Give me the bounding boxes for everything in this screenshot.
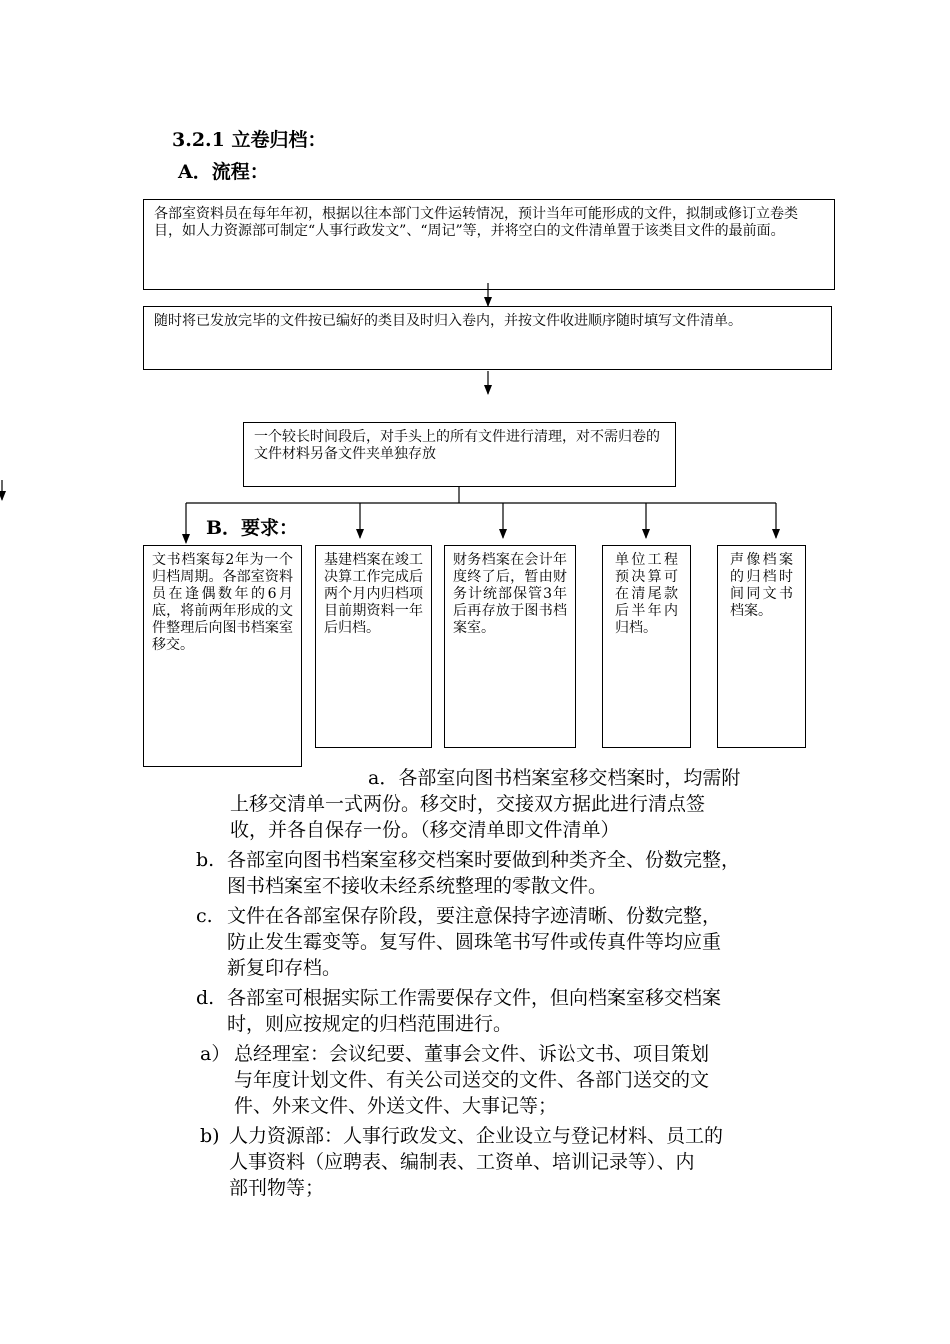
item-b-line1: 各部室向图书档案室移交档案时要做到种类齐全、份数完整， <box>227 849 741 871</box>
item-c-label: c. <box>196 905 213 927</box>
item-c-line3: 新复印存档。 <box>227 957 342 979</box>
item-a-line3: 收，并各自保存一份。（移交清单即文件清单） <box>230 819 620 841</box>
subitem-a-line1: 总经理室：会议纪要、董事会文件、诉讼文书、项目策划 <box>234 1043 710 1065</box>
requirement-audiovisual-archive: 声像档案的归档时间同文书档案。 <box>717 545 806 748</box>
requirement-document-archive: 文书档案每2年为一个归档周期。各部室资料员在逢偶数年的6月底，将前两年形成的文件整理后向图书档案室移交。 <box>143 545 302 767</box>
item-a-line1: a．各部室向图书档案室移交档案时，均需附 <box>368 767 741 789</box>
subitem-b-line3: 部刊物等； <box>229 1177 325 1199</box>
requirements-heading: B．要求： <box>206 517 299 539</box>
item-b-label: b. <box>196 849 215 871</box>
subitem-a-line3: 件、外来文件、外送文件、大事记等； <box>234 1095 558 1117</box>
requirement-project-budget: 单位工程预决算可在清尾款后半年内归档。 <box>602 545 691 748</box>
item-b-line2: 图书档案室不接收未经系统整理的零散文件。 <box>227 875 608 897</box>
section-heading: 3.2.1 立卷归档： <box>172 129 327 151</box>
requirement-finance-archive: 财务档案在会计年度终了后，暂由财务计统部保管3年后再存放于图书档案室。 <box>444 545 576 748</box>
item-a-line2: 上移交清单一式两份。移交时，交接双方据此进行清点签 <box>230 793 706 815</box>
item-d-label: d. <box>196 987 215 1009</box>
flow-step-3: 一个较长时间段后，对手头上的所有文件进行清理，对不需归卷的文件材料另备文件夹单独存放 <box>243 422 676 487</box>
subitem-b-label: b) <box>200 1125 220 1147</box>
item-d-line1: 各部室可根据实际工作需要保存文件，但向档案室移交档案 <box>227 987 722 1009</box>
requirement-construction-archive: 基建档案在竣工决算工作完成后两个月内归档项目前期资料一年后归档。 <box>315 545 432 748</box>
flow-heading: A．流程： <box>178 161 269 183</box>
item-d-line2: 时，则应按规定的归档范围进行。 <box>227 1013 513 1035</box>
item-c-line1: 文件在各部室保存阶段，要注意保持字迹清晰、份数完整， <box>227 905 722 927</box>
subitem-a-label: a） <box>200 1043 231 1065</box>
item-c-line2: 防止发生霉变等。复写件、圆珠笔书写件或传真件等均应重 <box>227 931 722 953</box>
subitem-b-line1: 人力资源部：人事行政发文、企业设立与登记材料、员工的 <box>229 1125 724 1147</box>
subitem-b-line2: 人事资料（应聘表、编制表、工资单、培训记录等）、内 <box>229 1151 695 1173</box>
flow-step-1: 各部室资料员在每年年初，根据以往本部门文件运转情况，预计当年可能形成的文件，拟制或修订立卷类目，如人力资源部可制定“人事行政发文”、“周记”等，并将空白的文件清单置于该类目文件的最前面。 <box>143 199 835 290</box>
subitem-a-line2: 与年度计划文件、有关公司送交的文件、各部门送交的文 <box>234 1069 710 1091</box>
flow-step-2: 随时将已发放完毕的文件按已编好的类目及时归入卷内，并按文件收进顺序随时填写文件清单。 <box>143 306 832 370</box>
